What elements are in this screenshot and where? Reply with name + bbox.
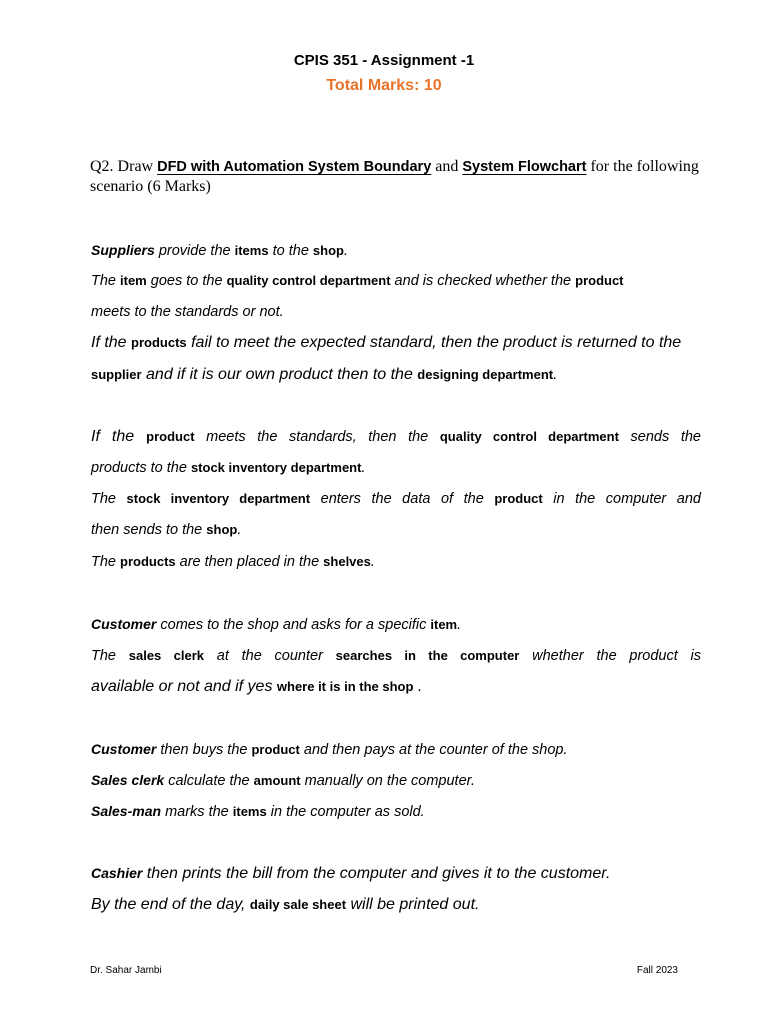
text: meets to the standards or not. (91, 304, 284, 320)
text: and then pays at the counter of the shop. (299, 742, 568, 758)
question-suffix: for the following scenario (6 Marks) (90, 158, 699, 195)
text: and if it is our own product then to the (141, 366, 418, 383)
assignment-title: CPIS 351 - Assignment -1 (293, 52, 475, 69)
keyword: item (430, 617, 458, 632)
text: The (91, 554, 121, 570)
text: then sends to the (91, 522, 207, 538)
text: will be printed out. (346, 896, 480, 913)
scenario-line (91, 771, 701, 790)
text: available or not and if yes (91, 678, 277, 695)
keyword: sales clerk (128, 648, 204, 663)
keyword: product (575, 273, 624, 288)
keyword: daily sale sheet (249, 897, 347, 912)
text: then buys the (156, 742, 252, 758)
scenario-line (91, 241, 701, 260)
scenario-line (91, 521, 701, 539)
scenario-line (91, 490, 701, 508)
text: fail to meet the expected standard, then the product is returned to the (186, 334, 682, 351)
text: The (91, 273, 121, 289)
keyword: products (120, 554, 176, 569)
text: . (237, 522, 242, 538)
text: . (361, 460, 366, 476)
keyword: quality control department (439, 429, 619, 444)
text: comes to the shop and asks for a specific (156, 617, 431, 633)
text: If the (91, 334, 132, 351)
scenario-line (91, 272, 701, 290)
keyword: supplier (91, 367, 142, 382)
text: marks the (161, 804, 233, 820)
text: . (553, 366, 558, 383)
keyword: Customer (91, 741, 157, 757)
text: The (91, 648, 129, 664)
keyword: Customer (91, 616, 157, 632)
keyword: designing department (417, 367, 554, 382)
keyword: items (232, 804, 267, 819)
text: The (91, 491, 127, 507)
scenario-line (91, 615, 701, 634)
keyword: product (494, 491, 543, 506)
text: at the counter (204, 648, 336, 664)
keyword: Sales-man (91, 803, 162, 819)
keyword: items (234, 243, 269, 258)
text: If the (91, 428, 147, 445)
scenario-line (91, 553, 701, 571)
keyword: shelves (323, 554, 371, 569)
question-and: and (431, 158, 463, 175)
text: . (343, 243, 349, 259)
text: goes to the (146, 273, 227, 289)
scenario-line (91, 802, 701, 821)
scenario-line (91, 428, 701, 446)
total-marks: Total Marks: 10 (326, 77, 442, 94)
text: whether the product is (519, 648, 701, 664)
keyword: searches in the computer (335, 648, 520, 663)
scenario-line (91, 678, 701, 696)
text: manually on the computer. (300, 773, 475, 789)
keyword: product (251, 742, 300, 757)
text: then prints the bill from the computer and gives it to the customer. (142, 865, 611, 882)
keyword: stock inventory department (190, 460, 362, 475)
text: and is checked whether the (390, 273, 576, 289)
keyword: Cashier (91, 865, 143, 881)
footer-term: Fall 2023 (636, 965, 678, 976)
keyword: stock inventory department (126, 491, 311, 506)
keyword: shop (206, 522, 238, 537)
text: . (370, 554, 375, 570)
keyword: item (120, 273, 147, 288)
scenario-line (91, 366, 701, 384)
scenario-line (91, 740, 701, 759)
text: to the (268, 243, 313, 259)
text: in the computer as sold. (266, 804, 425, 820)
keyword: quality control department (226, 273, 391, 288)
question-prefix: Q2. Draw (90, 158, 158, 175)
text: By the end of the day, (91, 896, 250, 913)
scenario-line (91, 896, 701, 914)
scenario-line (91, 459, 701, 477)
text: . (457, 617, 462, 633)
text: sends the (618, 429, 701, 445)
text: are then placed in the (175, 554, 324, 570)
keyword: amount (253, 773, 301, 788)
keyword: product (146, 429, 195, 444)
footer-author: Dr. Sahar Jambi (90, 965, 162, 976)
flowchart-term: System Flowchart (462, 159, 587, 175)
keyword: where it is in the shop (276, 679, 414, 694)
scenario-line (91, 334, 701, 352)
text: enters the data of the (310, 491, 495, 507)
scenario-line (91, 303, 701, 321)
scenario-line (91, 864, 701, 883)
keyword: Suppliers (91, 242, 155, 258)
text: . (413, 678, 423, 695)
text: meets the standards, then the (194, 429, 440, 445)
keyword: products (131, 335, 187, 350)
text: products to the (91, 460, 191, 476)
keyword: Sales clerk (91, 772, 165, 788)
scenario-line (91, 647, 701, 665)
question-heading (90, 157, 710, 197)
dfd-term: DFD with Automation System Boundary (157, 159, 432, 175)
text: provide the (154, 243, 235, 259)
text: in the computer and (542, 491, 701, 507)
keyword: shop (312, 243, 344, 258)
text: calculate the (164, 773, 254, 789)
